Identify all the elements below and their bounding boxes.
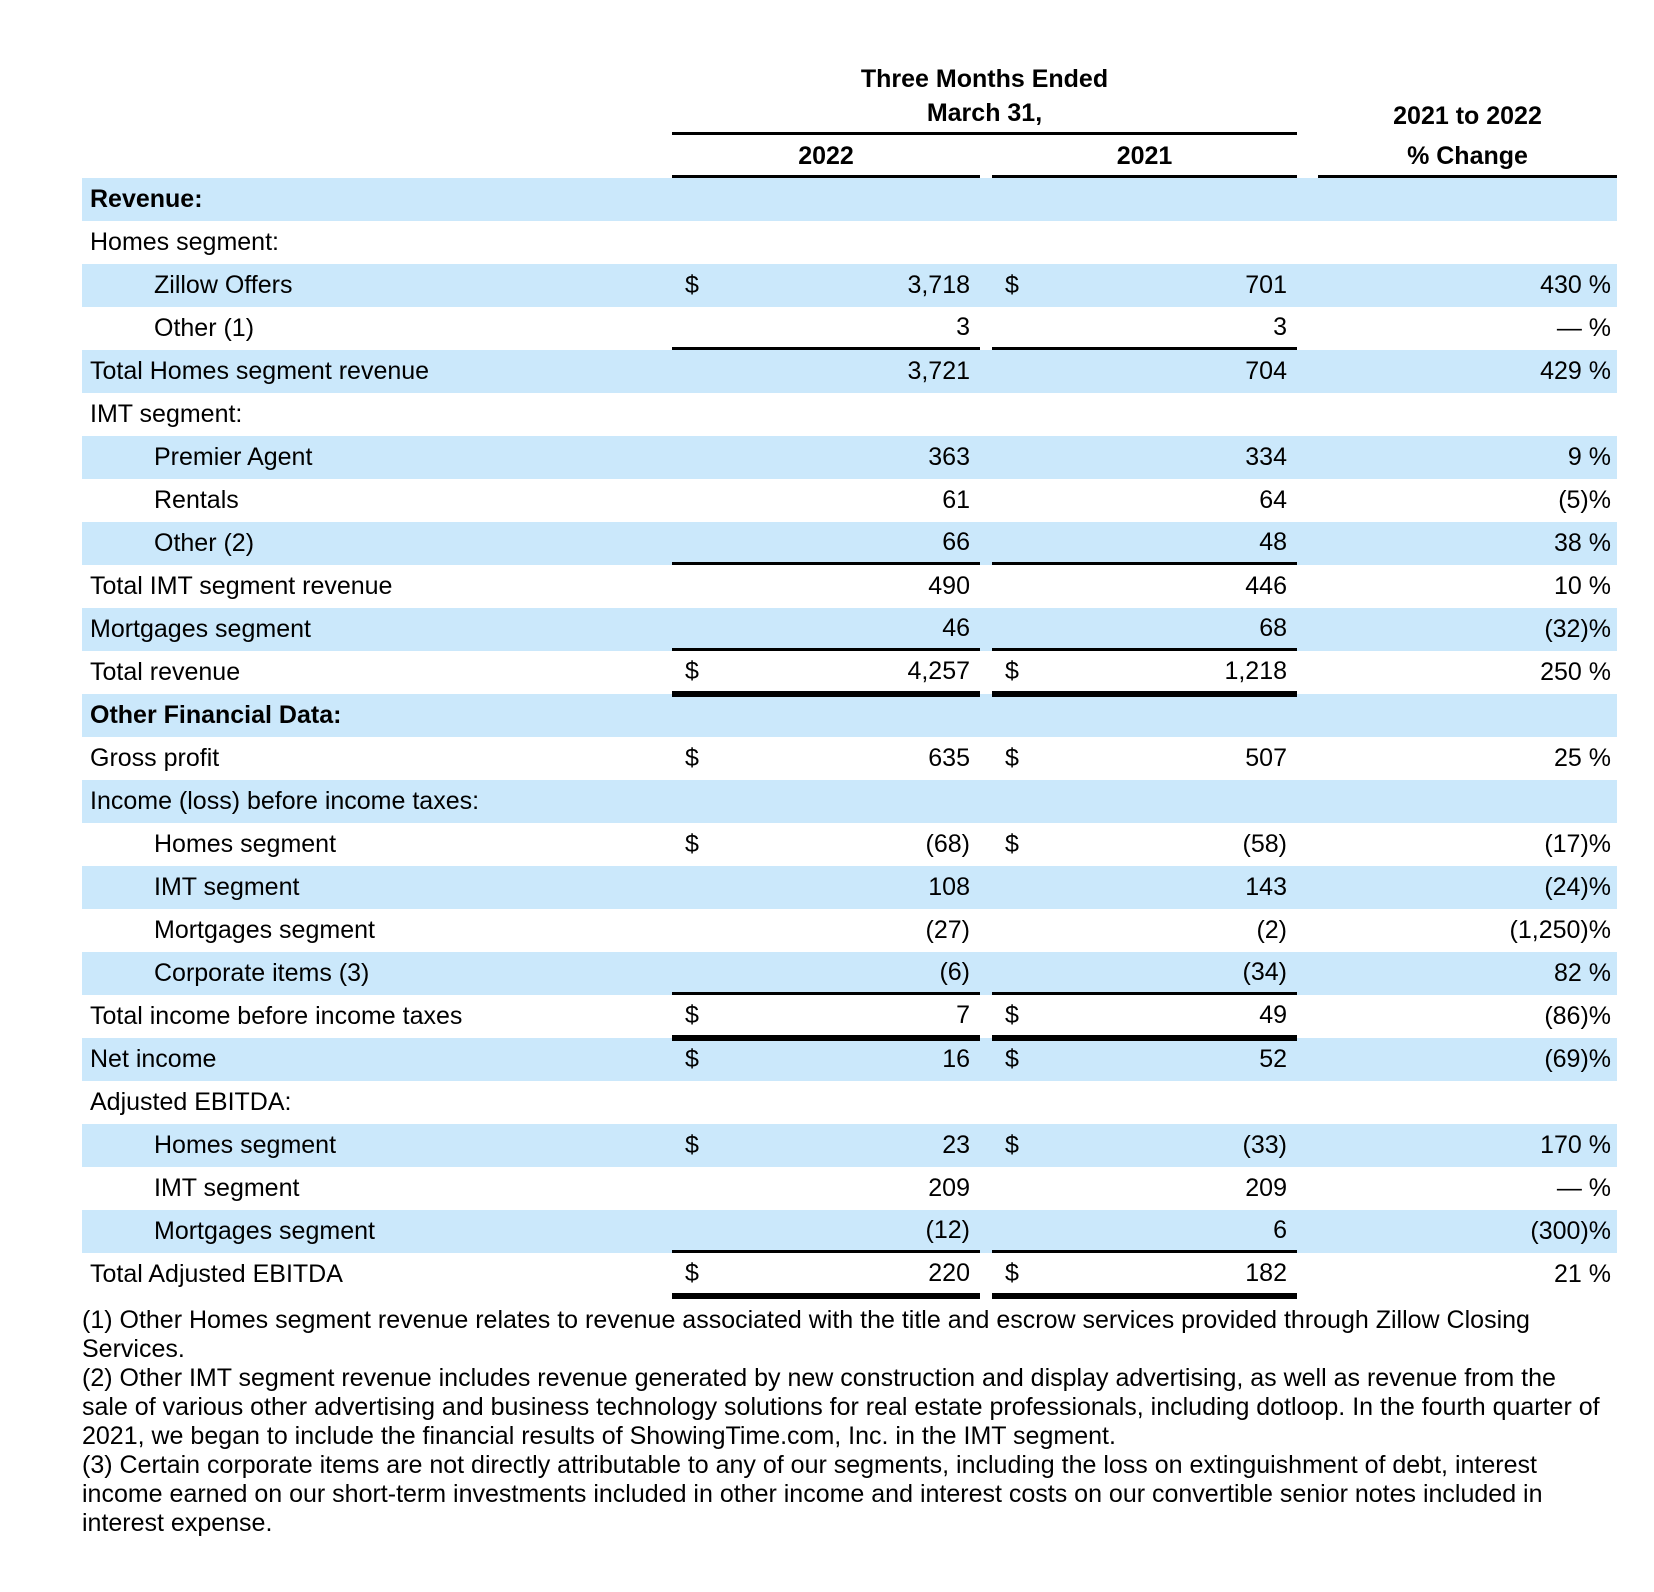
percent-change: (24)%: [1544, 873, 1611, 901]
amount-2021: (2): [1256, 916, 1287, 944]
currency-2021: $: [1005, 830, 1019, 858]
financial-table: [82, 62, 1617, 1296]
table-row-revenue-section: [82, 178, 1617, 221]
row-label: Total Adjusted EBITDA: [90, 1260, 343, 1288]
percent-change: — %: [1556, 314, 1611, 342]
currency-2022: $: [685, 1131, 699, 1159]
row-label: Total IMT segment revenue: [90, 572, 393, 600]
row-label: Zillow Offers: [154, 271, 293, 299]
row-label: Rentals: [154, 486, 239, 514]
amount-2021: 68: [1259, 613, 1287, 642]
column-header-2021: 2021: [992, 135, 1297, 178]
table-row-total-income-before-taxes: [82, 995, 1617, 1038]
row-label: Mortgages segment: [90, 615, 311, 643]
row-label: Corporate items (3): [154, 959, 370, 987]
amount-2021: (58): [1242, 830, 1287, 858]
percent-change: 429 %: [1540, 357, 1611, 385]
amount-2022: (27): [925, 916, 970, 944]
percent-change: 21 %: [1554, 1260, 1611, 1288]
row-label: IMT segment: [154, 1174, 300, 1202]
amount-2022: 23: [942, 1131, 970, 1159]
amount-2022: 7: [956, 1000, 970, 1029]
row-label: Gross profit: [90, 744, 220, 772]
percent-change: [1318, 221, 1617, 264]
table-row-corporate-items: [82, 952, 1617, 995]
change-header-line1: 2021 to 2022: [1393, 102, 1542, 130]
table-row-homes-segment-section: [82, 221, 1617, 264]
amount-2021: (33): [1242, 1131, 1287, 1159]
percent-change: (1,250)%: [1509, 916, 1611, 944]
change-header-line2: % Change: [1318, 135, 1617, 178]
footnotes: [82, 1306, 1604, 1538]
table-header-row-3: [82, 135, 1617, 178]
row-label: Other (2): [154, 529, 255, 557]
amount-2021: 49: [1259, 1000, 1287, 1029]
amount-2022: 490: [928, 572, 970, 600]
currency-2022: $: [685, 830, 699, 858]
row-label: Homes segment: [154, 830, 337, 858]
table-row-rentals: [82, 479, 1617, 522]
amount-2022: 61: [942, 486, 970, 514]
table-header-row-1: [82, 62, 1617, 98]
amount-2021: 64: [1259, 486, 1287, 514]
currency-2021: $: [1005, 1131, 1019, 1159]
percent-change: 25 %: [1554, 744, 1611, 772]
percent-change: (69)%: [1544, 1045, 1611, 1073]
percent-change: (17)%: [1544, 830, 1611, 858]
amount-2021: 3: [1273, 312, 1287, 341]
row-label: Mortgages segment: [154, 916, 375, 944]
amount-2021: 507: [1245, 744, 1287, 772]
amount-2021: 143: [1245, 873, 1287, 901]
currency-2022: $: [685, 1258, 699, 1287]
table-row-homes-segment-ebitda: [82, 1124, 1617, 1167]
table-row-other-homes: [82, 307, 1617, 350]
row-label: Premier Agent: [154, 443, 313, 471]
amount-2022: 635: [928, 744, 970, 772]
row-label: Homes segment: [154, 1131, 337, 1159]
currency-2022: $: [685, 656, 699, 685]
table-row-total-homes-revenue: [82, 350, 1617, 393]
percent-change: [1318, 1081, 1617, 1124]
row-label: Total revenue: [90, 658, 241, 686]
row-label: Revenue:: [90, 185, 203, 213]
amount-2021: 1,218: [1224, 656, 1287, 685]
percent-change: 82 %: [1554, 959, 1611, 987]
percent-change: — %: [1556, 1174, 1611, 1202]
amount-2021: (34): [1242, 957, 1287, 986]
row-label: Income (loss) before income taxes:: [90, 787, 480, 815]
row-label: IMT segment:: [90, 400, 243, 428]
currency-2021: $: [1005, 1000, 1019, 1029]
row-label: Adjusted EBITDA:: [90, 1088, 292, 1116]
row-label: Other Financial Data:: [90, 701, 342, 729]
table-row-mortgages-segment-ebitda: [82, 1210, 1617, 1253]
footnote-3: (3) Certain corporate items are not directly attributable to any of our segments, including the loss on extinguishment of debt, interest income earned on our short-term investments included in other income and interest costs on our convertible senior notes included in interest expense.: [82, 1451, 1543, 1537]
amount-2022: 3: [956, 312, 970, 341]
table-row-total-adjusted-ebitda: [82, 1253, 1617, 1296]
row-label: Other (1): [154, 314, 255, 342]
percent-change: 9 %: [1567, 443, 1611, 471]
percent-change: (300)%: [1530, 1217, 1611, 1245]
row-label: Homes segment:: [90, 228, 279, 256]
row-label: Total income before income taxes: [90, 1002, 463, 1030]
amount-2021: 209: [1245, 1174, 1287, 1202]
amount-2022: 108: [928, 873, 970, 901]
currency-2022: $: [685, 1000, 699, 1029]
percent-change: 170 %: [1540, 1131, 1611, 1159]
footnote-1: (1) Other Homes segment revenue relates to revenue associated with the title and escrow services provided through Zillow Closing Services.: [82, 1306, 1530, 1363]
table-row-homes-segment-income: [82, 823, 1617, 866]
amount-2021: 48: [1259, 527, 1287, 556]
table-row-imt-segment-section: [82, 393, 1617, 436]
table-row-gross-profit: [82, 737, 1617, 780]
amount-2022: (12): [925, 1215, 970, 1244]
percent-change: 250 %: [1540, 658, 1611, 686]
amount-2022: 220: [928, 1258, 970, 1287]
row-label: Net income: [90, 1045, 217, 1073]
amount-2022: (68): [925, 830, 970, 858]
footnote-2: (2) Other IMT segment revenue includes revenue generated by new construction and display advertising, as well as revenue from the sale of various other advertising and business technology solutions for real estate professionals, including dotloop. In the fourth quarter of 2021, we began to include the financial results of ShowingTime.com, Inc. in the IMT segment.: [82, 1364, 1600, 1450]
amount-2022: 3,718: [907, 271, 970, 299]
amount-2021: 334: [1245, 443, 1287, 471]
column-header-2022: 2022: [672, 135, 980, 178]
table-row-other-financial-data-section: [82, 694, 1617, 737]
row-label: Mortgages segment: [154, 1217, 375, 1245]
percent-change: [1318, 393, 1617, 436]
amount-2022: 46: [942, 613, 970, 642]
table-row-imt-segment-income: [82, 866, 1617, 909]
amount-2022: 3,721: [907, 357, 970, 385]
percent-change: 430 %: [1540, 271, 1611, 299]
amount-2021: 182: [1245, 1258, 1287, 1287]
amount-2022: 4,257: [907, 656, 970, 685]
percent-change: (5)%: [1558, 486, 1611, 514]
period-title-line1: Three Months Ended: [860, 65, 1109, 93]
currency-2021: $: [1005, 1258, 1019, 1287]
currency-2021: $: [1005, 744, 1019, 772]
amount-2022: 363: [928, 443, 970, 471]
percent-change: 10 %: [1554, 572, 1611, 600]
percent-change: 38 %: [1554, 529, 1611, 557]
currency-2021: $: [1005, 656, 1019, 685]
percent-change: [1318, 694, 1617, 737]
table-row-other-imt: [82, 522, 1617, 565]
percent-change: [1318, 178, 1617, 221]
amount-2021: 6: [1273, 1215, 1287, 1244]
percent-change: (32)%: [1544, 615, 1611, 643]
table-row-imt-segment-ebitda: [82, 1167, 1617, 1210]
table-row-mortgages-segment-revenue: [82, 608, 1617, 651]
row-label: IMT segment: [154, 873, 300, 901]
currency-2022: $: [685, 744, 699, 772]
amount-2021: 52: [1259, 1045, 1287, 1073]
row-label: Total Homes segment revenue: [90, 357, 430, 385]
table-row-mortgages-segment-income: [82, 909, 1617, 952]
amount-2022: (6): [939, 957, 970, 986]
period-title-line2: March 31,: [672, 98, 1297, 135]
currency-2021: $: [1005, 271, 1019, 299]
currency-2022: $: [685, 1045, 699, 1073]
table-row-income-before-taxes-section: [82, 780, 1617, 823]
currency-2021: $: [1005, 1045, 1019, 1073]
amount-2021: 446: [1245, 572, 1287, 600]
table-row-zillow-offers: [82, 264, 1617, 307]
percent-change: [1318, 780, 1617, 823]
percent-change: (86)%: [1544, 1002, 1611, 1030]
amount-2022: 209: [928, 1174, 970, 1202]
currency-2022: $: [685, 271, 699, 299]
amount-2022: 66: [942, 527, 970, 556]
amount-2022: 16: [942, 1045, 970, 1073]
amount-2021: 701: [1245, 271, 1287, 299]
table-row-total-revenue: [82, 651, 1617, 694]
table-row-total-imt-revenue: [82, 565, 1617, 608]
table-row-premier-agent: [82, 436, 1617, 479]
table-row-net-income: [82, 1038, 1617, 1081]
table-row-adjusted-ebitda-section: [82, 1081, 1617, 1124]
amount-2021: 704: [1245, 357, 1287, 385]
table-header-row-2: [82, 98, 1617, 135]
